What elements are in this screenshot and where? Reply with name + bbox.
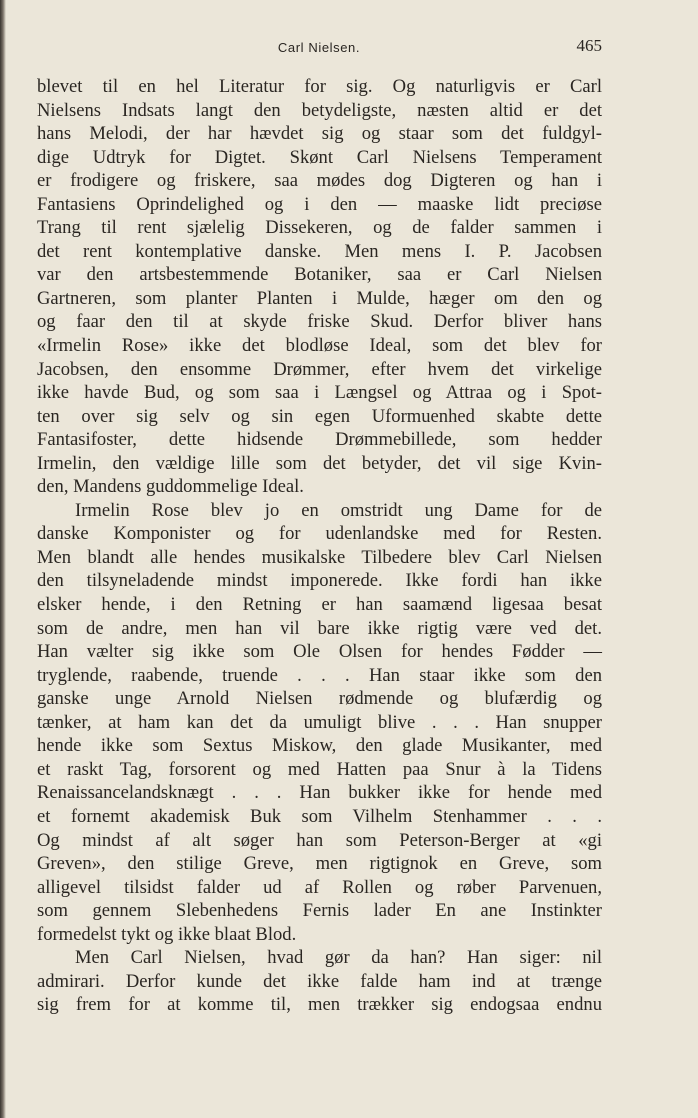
- text-line: Og mindst af alt søger han som Peterson-Berger at «gi: [37, 829, 602, 851]
- text-line: Greven», den stilige Greve, men rigtignok en Greve, som: [37, 853, 602, 875]
- running-head: Carl Nielsen.: [277, 40, 361, 55]
- text-line: Men Carl Nielsen, hvad gør da han? Han siger: nil: [75, 947, 602, 969]
- text-line: og faar den til at skyde friske Skud. Derfor bliver hans: [37, 311, 602, 333]
- text-line: Han vælter sig ikke som Ole Olsen for hendes Fødder —: [37, 641, 602, 663]
- page-number: 465: [576, 36, 602, 55]
- text-line: dige Udtryk for Digtet. Skønt Carl Nielsens Temperament: [37, 146, 602, 168]
- text-line: Trang til rent sjælelig Dissekeren, og de falder sammen i: [37, 217, 602, 239]
- text-line: alligevel tilsidst falder ud af Rollen og røber Parvenuen,: [37, 876, 602, 898]
- text-line: Nielsens Indsats langt den betydeligste, næsten altid er det: [37, 99, 602, 121]
- text-line: «Irmelin Rose» ikke det blodløse Ideal, som det blev for: [37, 335, 602, 357]
- text-line: hans Melodi, der har hævdet sig og staar som det fuldgyl-: [37, 123, 602, 145]
- text-line: danske Komponister og for udenlandske med for Resten.: [37, 523, 602, 545]
- text-line: elsker hende, i den Retning er han saamænd ligesaa besat: [37, 594, 602, 616]
- text-line: admirari. Derfor kunde det ikke falde ham ind at trænge: [37, 970, 602, 992]
- text-line: tryglende, raabende, truende . . . Han staar ikke som den: [37, 664, 602, 686]
- text-line: Gartneren, som planter Planten i Mulde, hæger om den og: [37, 287, 602, 309]
- text-line: et raskt Tag, forsorent og med Hatten paa Snur à la Tidens: [37, 758, 602, 780]
- body-text: [37, 75, 602, 1017]
- text-line: ikke havde Bud, og som saa i Længsel og Attraa og i Spot-: [37, 382, 602, 404]
- text-line: formedelst tykt og ikke blaat Blod.: [37, 923, 297, 945]
- text-line: Irmelin Rose blev jo en omstridt ung Dame for de: [75, 499, 602, 521]
- text-line: Men blandt alle hendes musikalske Tilbedere blev Carl Nielsen: [37, 546, 602, 568]
- text-line: et fornemt akademisk Buk som Vilhelm Stenhammer . . .: [37, 805, 602, 827]
- text-line: den, Mandens guddommelige Ideal.: [37, 476, 304, 498]
- text-line: den tilsyneladende mindst imponerede. Ikke fordi han ikke: [37, 570, 602, 592]
- text-line: var den artsbestemmende Botaniker, saa er Carl Nielsen: [37, 264, 602, 286]
- text-line: som de andre, men han vil bare ikke rigtig være ved det.: [37, 617, 602, 639]
- text-line: ten over sig selv og sin egen Uformuenhed skabte dette: [37, 405, 602, 427]
- text-line: hende ikke som Sextus Miskow, den glade Musikanter, med: [37, 735, 602, 757]
- text-line: ganske unge Arnold Nielsen rødmende og blufærdig og: [37, 688, 602, 710]
- text-line: det rent kontemplative danske. Men mens I. P. Jacobsen: [37, 240, 602, 262]
- page-header: [36, 36, 602, 58]
- text-line: er frodigere og friskere, saa mødes dog Digteren og han i: [37, 170, 602, 192]
- text-line: Fantasifoster, dette hidsende Drømmebillede, som hedder: [37, 429, 602, 451]
- text-line: sig frem for at komme til, men trækker sig endogsaa endnu: [37, 994, 602, 1016]
- book-spine-edge: [0, 0, 6, 1118]
- text-line: Fantasiens Oprindelighed og i den — maaske lidt preciøse: [37, 193, 602, 215]
- text-line: Renaissancelandsknægt . . . Han bukker ikke for hende med: [37, 782, 602, 804]
- text-line: Irmelin, den vældige lille som det betyder, det vil sige Kvin-: [37, 452, 602, 474]
- text-line: som gennem Slebenhedens Fernis lader En ane Instinkter: [37, 900, 602, 922]
- text-line: blevet til en hel Literatur for sig. Og naturligvis er Carl: [37, 76, 602, 97]
- text-line: tænker, at ham kan det da umuligt blive . . . Han snupper: [37, 711, 602, 733]
- text-line: Jacobsen, den ensomme Drømmer, efter hvem det virkelige: [37, 358, 602, 380]
